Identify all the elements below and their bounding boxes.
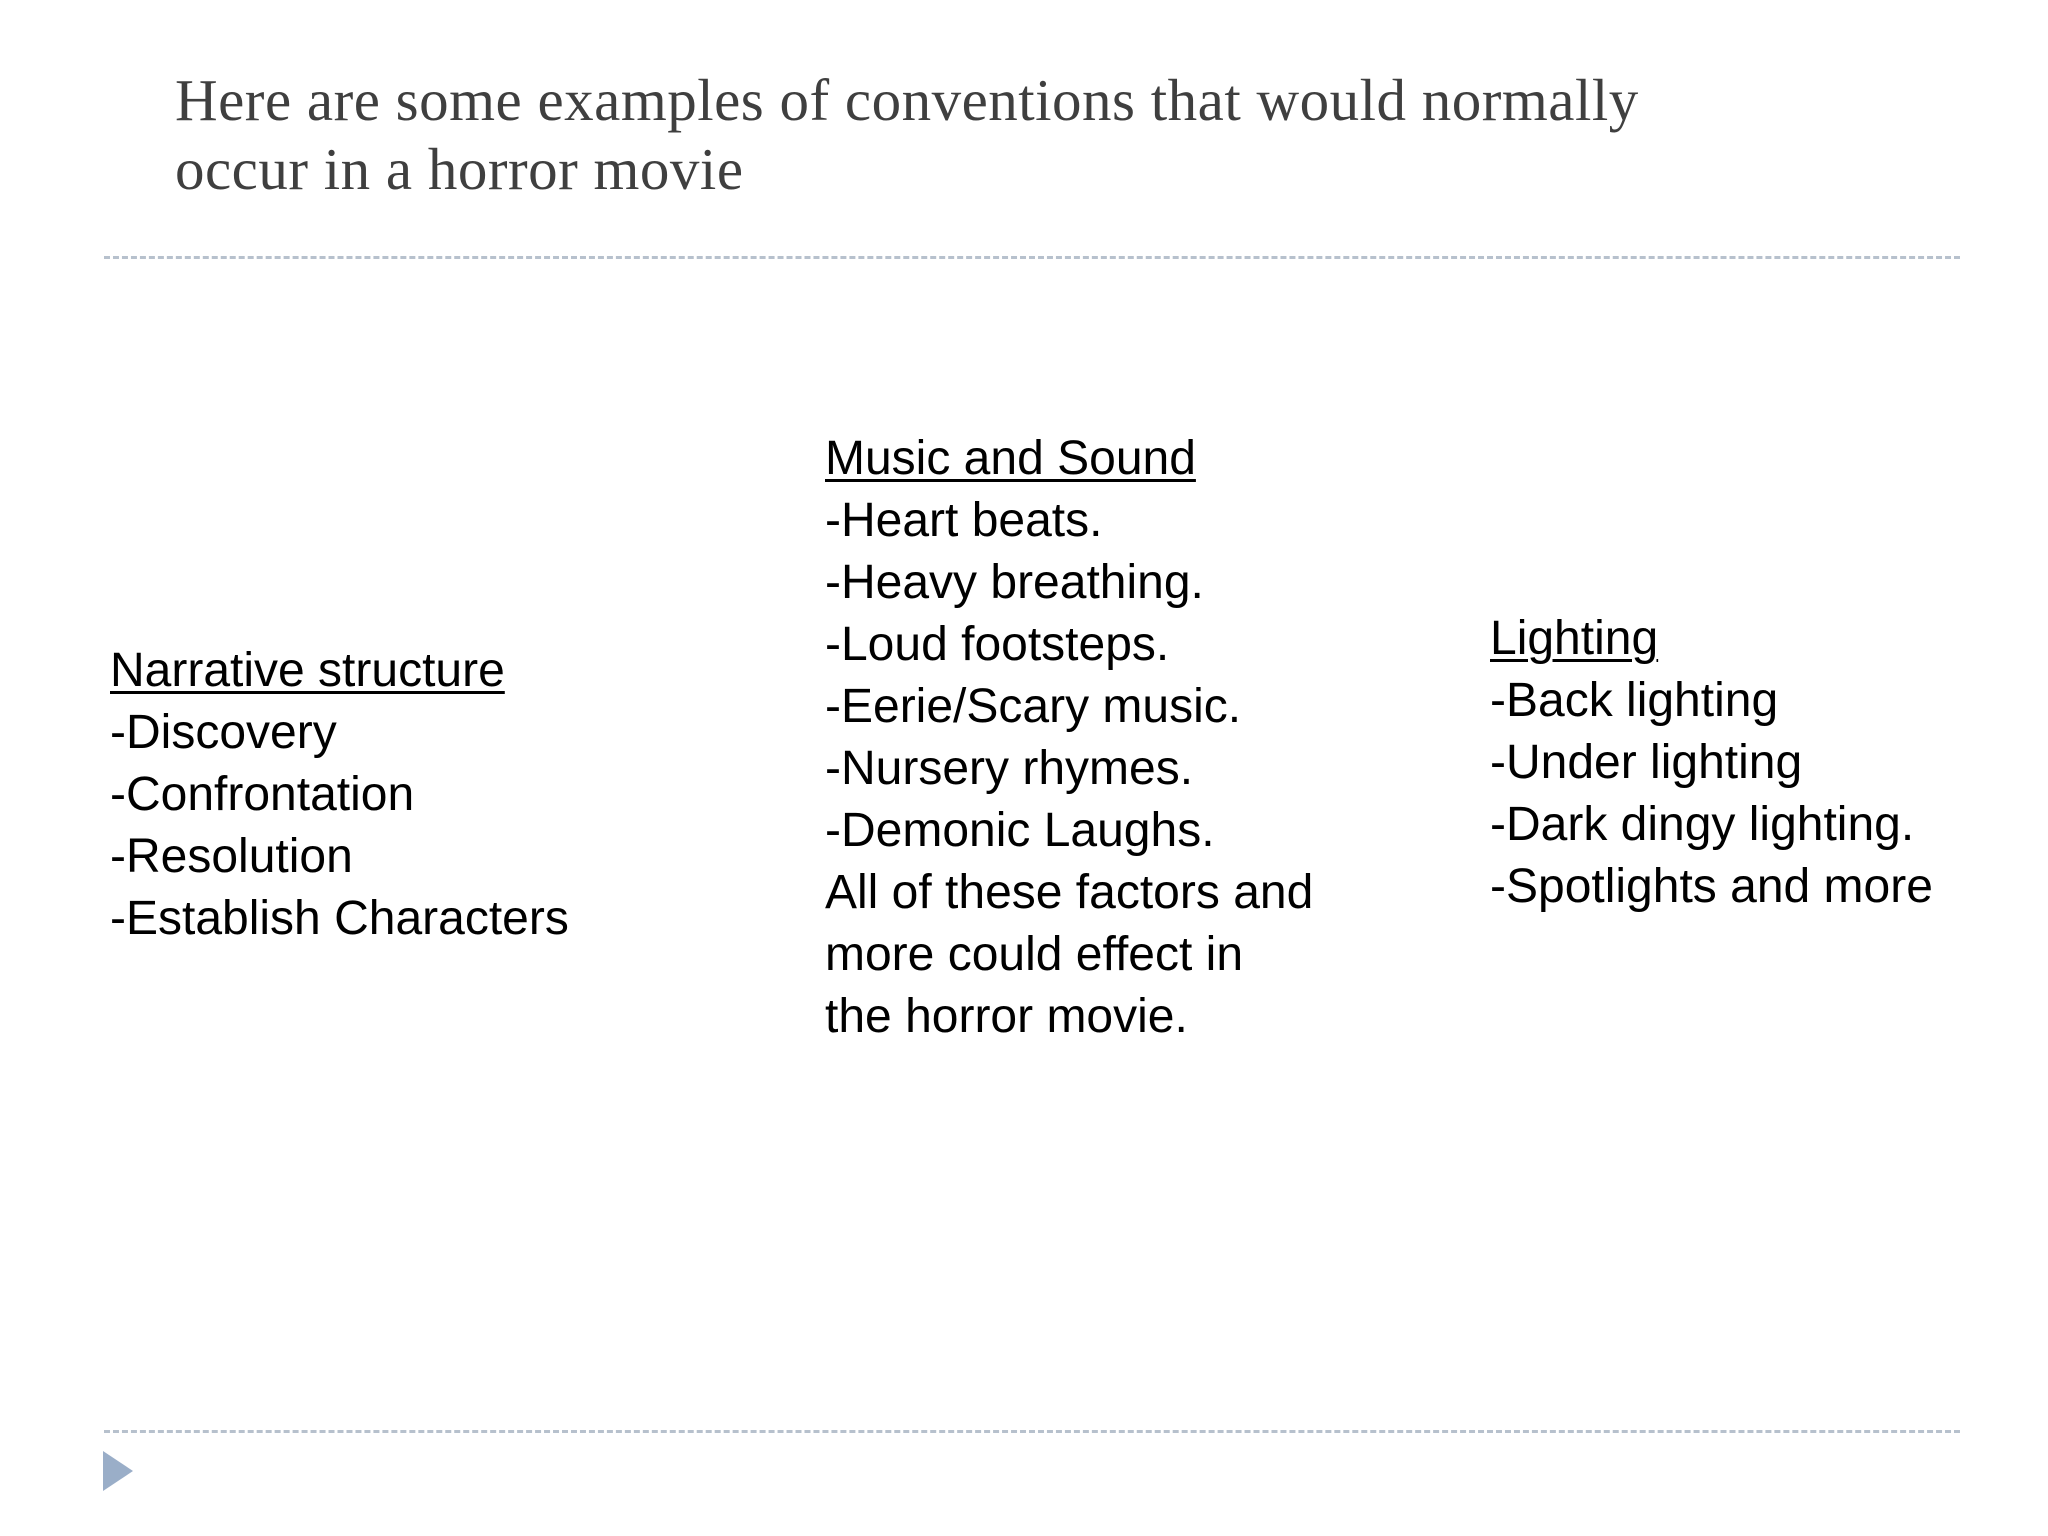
lighting-column — [1490, 608, 1933, 918]
summary-line: All of these factors and — [825, 866, 1314, 919]
list-item: -Demonic Laughs. — [825, 804, 1215, 857]
list-item: -Loud footsteps. — [825, 618, 1170, 671]
list-item: -Resolution — [110, 830, 353, 883]
list-item: -Under lighting — [1490, 736, 1803, 789]
bottom-divider — [104, 1430, 1960, 1433]
list-item: -Heart beats. — [825, 494, 1103, 547]
slide-title — [175, 66, 1975, 204]
list-item: -Heavy breathing. — [825, 556, 1204, 609]
list-item: -Back lighting — [1490, 674, 1779, 727]
play-triangle-icon — [103, 1451, 133, 1491]
list-item: -Nursery rhymes. — [825, 742, 1194, 795]
list-item: -Establish Characters — [110, 892, 569, 945]
list-item: -Dark dingy lighting. — [1490, 798, 1915, 851]
list-item: -Confrontation — [110, 768, 415, 821]
narrative-structure-column — [110, 640, 569, 950]
summary-line: more could effect in — [825, 928, 1244, 981]
music-and-sound-column — [825, 428, 1313, 1048]
narrative-structure-heading: Narrative structure — [110, 644, 505, 697]
slide-title-line-1: Here are some examples of conventions that would normally — [175, 67, 1639, 133]
lighting-heading: Lighting — [1490, 612, 1659, 665]
slide-title-line-2: occur in a horror movie — [175, 136, 744, 202]
list-item: -Eerie/Scary music. — [825, 680, 1242, 733]
list-item: -Discovery — [110, 706, 337, 759]
summary-line: the horror movie. — [825, 990, 1188, 1043]
list-item: -Spotlights and more — [1490, 860, 1933, 913]
top-divider — [104, 256, 1960, 259]
music-and-sound-heading: Music and Sound — [825, 432, 1196, 485]
